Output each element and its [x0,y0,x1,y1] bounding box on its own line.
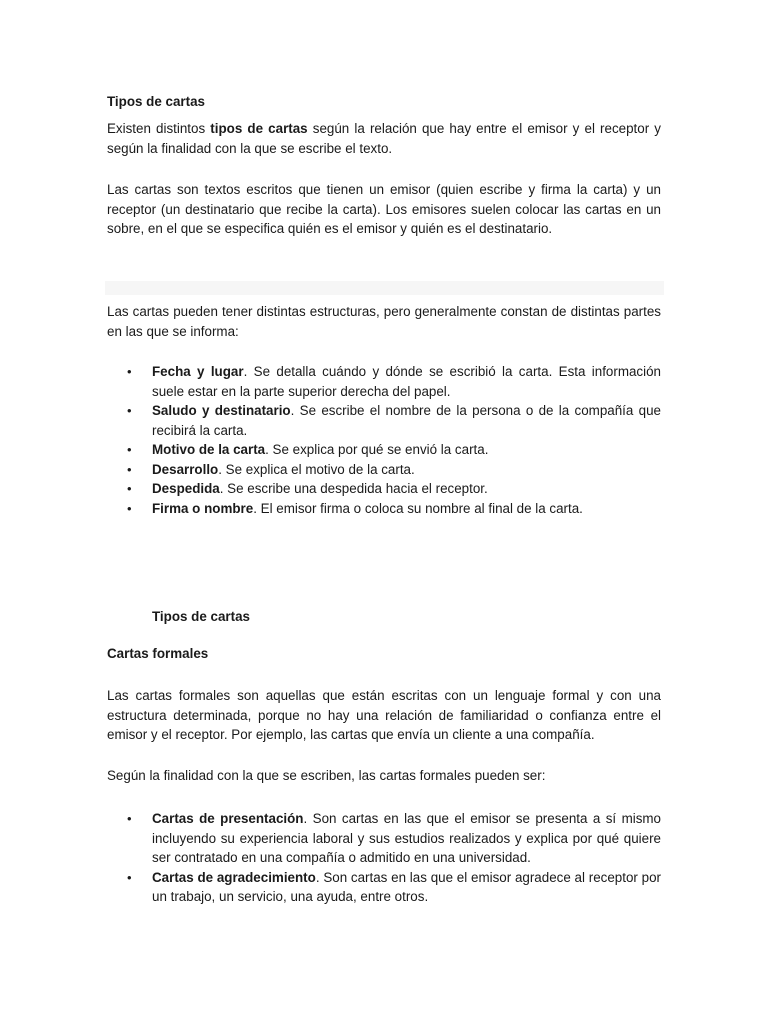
item-text: . Se explica el motivo de la carta. [218,461,415,477]
item-text: . Son cartas en las que el emisor agradece al receptor por un trabajo, un servicio, una ayuda, entre otros. [152,869,661,904]
parts-list [127,362,661,518]
bullet-icon: • [127,461,132,477]
item-term: Saludo y destinatario [152,403,291,418]
list-item [127,362,661,401]
bullet-icon: • [127,442,132,457]
list-item [127,479,661,499]
bullet-icon: • [127,364,132,379]
formal-definition-paragraph: Las cartas formales son aquellas que están escritas con un lenguaje formal y con una estructura determinada, porque no hay una relación de familiaridad o confianza entre el emisor y el receptor. Por ejemplo, las cartas que envía un cliente a una compañía. [107,688,661,742]
item-term: Fecha y lugar [152,364,244,379]
list-item [127,401,661,440]
intro-text-end: según la relación que hay entre el emisor y el receptor y según la finalidad con la que se escribe el texto. [107,121,661,156]
section-heading: Tipos de cartas [107,94,205,109]
intro-bold-term: tipos de cartas [210,121,308,136]
list-item [127,440,661,460]
separator-band [105,281,664,295]
bullet-icon: • [127,481,132,496]
item-text: . Se detalla cuándo y dónde se escribió la carta. Esta información suele estar en la parte superior derecha del papel. [152,364,661,399]
intro-text-start: Existen distintos [107,121,211,136]
definition-paragraph: Las cartas son textos escritos que tienen un emisor (quien escribe y firma la carta) y un receptor (un destinatario que recibe la carta). Los emisores suelen colocar las cartas en un sobre, en el que se especifica quién es el emisor y quién es el destinatario. [107,182,661,236]
structure-paragraph: Las cartas pueden tener distintas estructuras, pero generalmente constan de distintas partes en las que se informa: [107,304,661,339]
item-term: Firma o nombre [152,500,254,516]
item-term: Cartas de agradecimiento [152,869,316,885]
item-term: Motivo de la carta [152,442,266,457]
item-text: . Se escribe una despedida hacia el receptor. [219,481,488,496]
formal-purpose-paragraph: Según la finalidad con la que se escriben, las cartas formales pueden ser: [107,768,546,783]
indented-heading: Tipos de cartas [152,609,250,624]
item-term: Cartas de presentación [152,811,304,826]
subheading-formal-letters: Cartas formales [107,646,209,661]
formal-types-list [127,809,661,907]
intro-paragraph [107,119,661,158]
item-text: . Se escribe el nombre de la persona o de la compañía que recibirá la carta. [152,403,661,438]
list-item [127,499,661,519]
bullet-icon: • [127,403,132,418]
list-item [127,460,661,480]
item-text: . Son cartas en las que el emisor se presenta a sí mismo incluyendo su experiencia laboral y sus estudios realizados y explica por qué quiere ser contratado en una compañía o admitido en una universidad. [152,811,661,865]
bullet-icon: • [127,811,132,826]
item-term: Despedida [152,481,220,496]
bullet-icon: • [127,869,132,885]
item-term: Desarrollo [152,461,219,477]
list-item [127,868,661,907]
bullet-icon: • [127,500,132,516]
list-item [127,809,661,868]
item-text: . El emisor firma o coloca su nombre al final de la carta. [253,500,583,516]
item-text: . Se explica por qué se envió la carta. [265,442,489,457]
